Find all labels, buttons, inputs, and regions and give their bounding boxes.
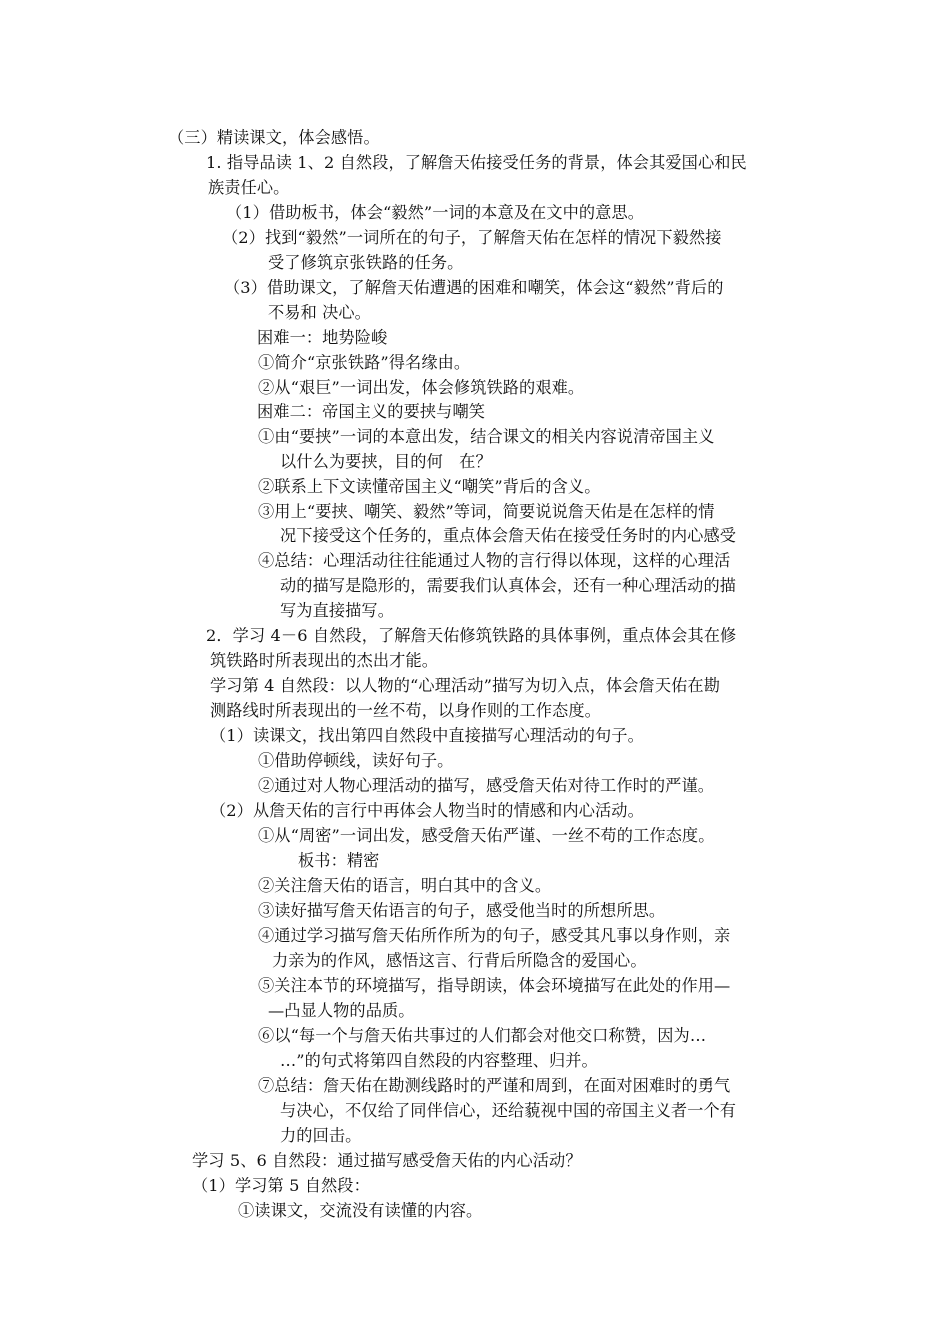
item-1-line-1: 1. 指导品读 1、2 自然段，了解詹天佑接受任务的背景，体会其爱国心和民 xyxy=(206,153,747,172)
para-4-sub-2: （2）从詹天佑的言行中再体会人物当时的情感和内心活动。 xyxy=(210,801,644,820)
section-heading: （三）精读课文，体会感悟。 xyxy=(168,128,380,147)
difficulty-2-item-2: ②联系上下文读懂帝国主义“嘲笑”背后的含义。 xyxy=(258,477,601,496)
para-4-sub-2-item-7-line-3: 力的回击。 xyxy=(280,1126,362,1145)
difficulty-1-item-2: ②从“艰巨”一词出发，体会修筑铁路的艰难。 xyxy=(258,378,585,397)
difficulty-2-item-3-line-2: 况下接受这个任务的，重点体会詹天佑在接受任务时的内心感受 xyxy=(280,526,737,545)
difficulty-1-heading: 困难一：地势险峻 xyxy=(257,328,388,347)
sub-1-1: （1）借助板书，体会“毅然”一词的本意及在文中的意思。 xyxy=(226,203,645,222)
para-5-6-heading: 学习 5、6 自然段：通过描写感受詹天佑的内心活动？ xyxy=(192,1151,582,1170)
para-4-sub-2-item-4-line-2: 力亲为的作风，感悟这言、行背后所隐含的爱国心。 xyxy=(272,951,647,970)
para-4-line-1: 学习第 4 自然段：以人物的“心理活动”描写为切入点，体会詹天佑在勘 xyxy=(210,676,720,695)
para-4-sub-1-item-1: ①借助停顿线，读好句子。 xyxy=(258,751,454,770)
sub-1-3-line-2: 不易和 决心。 xyxy=(268,303,371,322)
para-4-sub-2-item-6-line-2: …”的句式将第四自然段的内容整理、归并。 xyxy=(280,1051,598,1070)
para-5-sub-1: （1）学习第 5 自然段： xyxy=(192,1176,370,1195)
item-1-line-2: 族责任心。 xyxy=(208,178,290,197)
sub-1-2-line-1: （2）找到“毅然”一词所在的句子，了解詹天佑在怎样的情况下毅然接 xyxy=(222,228,722,247)
para-5-sub-1-item-1: ①读课文，交流没有读懂的内容。 xyxy=(238,1201,483,1220)
difficulty-1-item-1: ①简介“京张铁路”得名缘由。 xyxy=(258,353,471,372)
sub-1-3-line-1: （3）借助课文，了解詹天佑遭遇的困难和嘲笑，体会这“毅然”背后的 xyxy=(224,278,724,297)
para-4-sub-2-item-3: ③读好描写詹天佑语言的句子，感受他当时的所想所思。 xyxy=(258,901,666,920)
item-2-line-1: 2．学习 4－6 自然段，了解詹天佑修筑铁路的具体事例，重点体会其在修 xyxy=(206,626,737,645)
difficulty-2-item-4-line-3: 写为直接描写。 xyxy=(280,601,395,620)
para-4-sub-2-item-5-line-1: ⑤关注本节的环境描写，指导朗读，体会环境描写在此处的作用— xyxy=(258,976,731,995)
difficulty-2-heading: 困难二：帝国主义的要挟与嘲笑 xyxy=(257,402,486,421)
para-4-sub-2-item-4-line-1: ④通过学习描写詹天佑所作所为的句子，感受其凡事以身作则，亲 xyxy=(258,926,731,945)
para-4-sub-2-item-1: ①从“周密”一词出发，感受詹天佑严谨、一丝不苟的工作态度。 xyxy=(258,826,715,845)
para-4-sub-2-item-5-line-2: —凸显人物的品质。 xyxy=(268,1001,415,1020)
item-2-line-2: 筑铁路时所表现出的杰出才能。 xyxy=(210,651,439,670)
difficulty-2-item-4-line-2: 动的描写是隐形的，需要我们认真体会，还有一种心理活动的描 xyxy=(280,576,737,595)
difficulty-2-item-3-line-1: ③用上“要挟、嘲笑、毅然”等词，简要说说詹天佑是在怎样的情 xyxy=(258,502,715,521)
sub-1-2-line-2: 受了修筑京张铁路的任务。 xyxy=(268,253,464,272)
difficulty-2-item-1-line-1: ①由“要挟”一词的本意出发，结合课文的相关内容说清帝国主义 xyxy=(258,427,715,446)
difficulty-2-item-4-line-1: ④总结：心理活动往往能通过人物的言行得以体现，这样的心理活 xyxy=(258,551,731,570)
para-4-sub-2-item-7-line-2: 与决心，不仅给了同伴信心，还给藐视中国的帝国主义者一个有 xyxy=(280,1101,737,1120)
para-4-sub-2-item-2: ②关注詹天佑的语言，明白其中的含义。 xyxy=(258,876,552,895)
difficulty-2-item-1-line-2: 以什么为要挟，目的何 在？ xyxy=(280,452,492,471)
para-4-sub-2-item-6-line-1: ⑥以“每一个与詹天佑共事过的人们都会对他交口称赞，因为… xyxy=(258,1026,707,1045)
para-4-sub-1: （1）读课文，找出第四自然段中直接描写心理活动的句子。 xyxy=(210,726,644,745)
para-4-sub-1-item-2: ②通过对人物心理活动的描写，感受詹天佑对待工作时的严谨。 xyxy=(258,776,715,795)
blackboard-note: 板书：精密 xyxy=(298,851,380,870)
para-4-sub-2-item-7-line-1: ⑦总结：詹天佑在勘测线路时的严谨和周到，在面对困难时的勇气 xyxy=(258,1076,731,1095)
para-4-line-2: 测路线时所表现出的一丝不苟，以身作则的工作态度。 xyxy=(210,701,601,720)
